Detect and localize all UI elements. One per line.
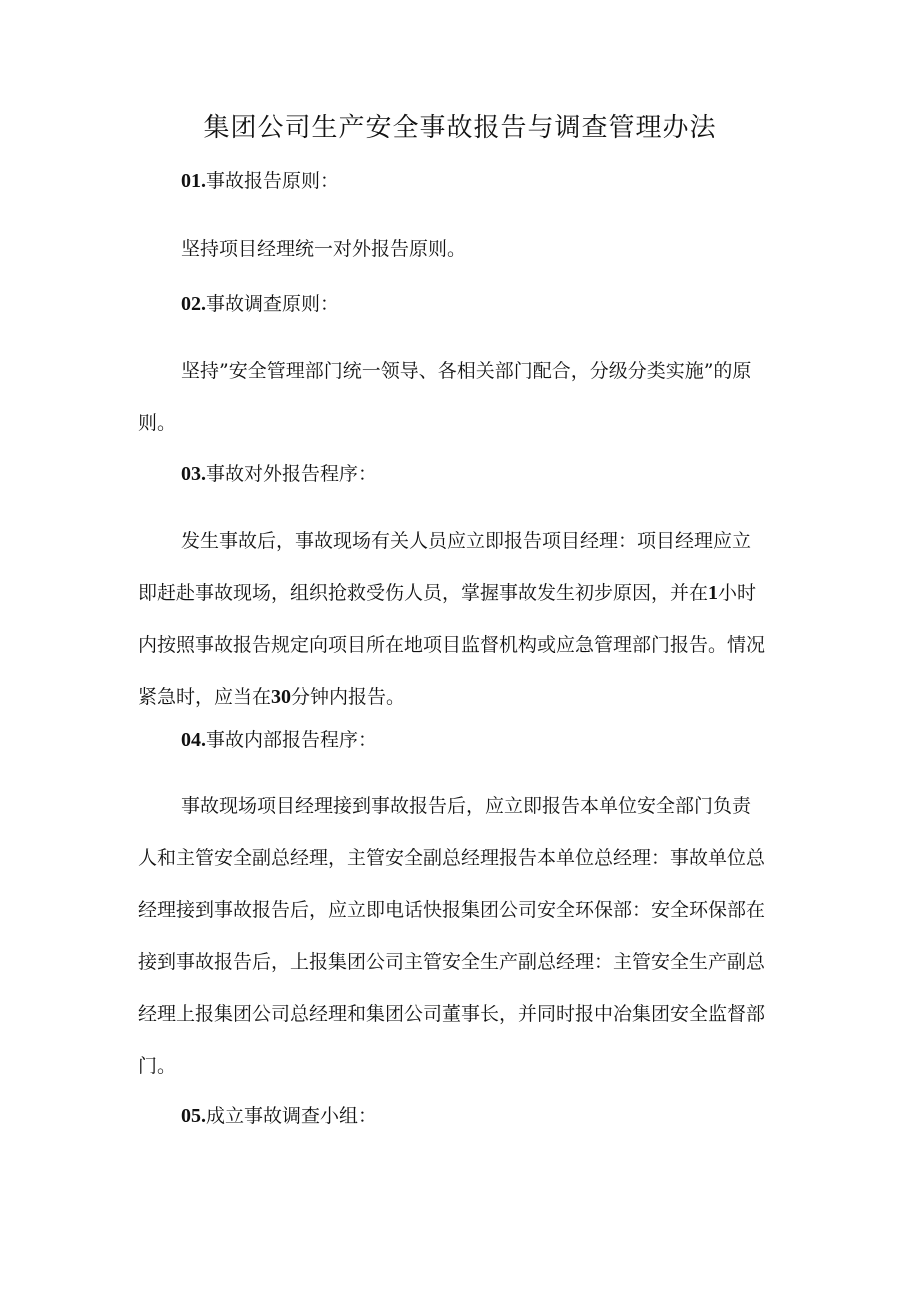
- paragraph-line: 发生事故后，事故现场有关人员应立即报告项目经理：项目经理应立: [181, 530, 752, 552]
- text-run: 小时: [718, 582, 757, 604]
- section-number: 01.: [181, 170, 206, 192]
- document-title: 集团公司生产安全事故报告与调查管理办法: [203, 113, 717, 143]
- section-heading-03: [181, 459, 377, 489]
- section-number: 05.: [181, 1105, 206, 1127]
- section-number: 02.: [181, 293, 206, 315]
- section-body-01: [138, 223, 798, 275]
- section-heading-text: 事故对外报告程序：: [206, 463, 378, 485]
- section-body-04: [138, 780, 798, 1092]
- paragraph-line: 接到事故报告后，上报集团公司主管安全生产副总经理：主管安全生产副总: [138, 951, 766, 973]
- section-heading-01: [181, 166, 339, 196]
- paragraph-line: 经理接到事故报告后，应立即电话快报集团公司安全环保部：安全环保部在: [138, 899, 766, 921]
- paragraph-line: 则。: [138, 412, 177, 434]
- section-heading-text: 成立事故调查小组：: [206, 1105, 378, 1127]
- text-run: 紧急时，应当在: [138, 686, 272, 708]
- section-heading-05: [181, 1101, 377, 1131]
- section-number: 03.: [181, 463, 206, 485]
- paragraph-line: [138, 671, 798, 723]
- text-run: 即赶赴事故现场，组织抢救受伤人员，掌握事故发生初步原因，并在: [138, 582, 709, 604]
- section-heading-text: 事故内部报告程序：: [206, 729, 378, 751]
- section-number: 04.: [181, 729, 206, 751]
- paragraph-line: 经理上报集团公司总经理和集团公司董事长，并同时报中冶集团安全监督部: [138, 1003, 766, 1025]
- section-body-03: [138, 515, 798, 723]
- number-run: 30: [271, 686, 292, 708]
- paragraph-line: 内按照事故报告规定向项目所在地项目监督机构或应急管理部门报告。情况: [138, 634, 766, 656]
- paragraph-line: 坚持”安全管理部门统一领导、各相关部门配合，分级分类实施”的原: [181, 360, 752, 382]
- section-body-02: [138, 345, 798, 449]
- number-run: 1: [708, 582, 719, 604]
- text-run: 分钟内报告。: [291, 686, 406, 708]
- paragraph-line: 事故现场项目经理接到事故报告后，应立即报告本单位安全部门负责: [181, 795, 752, 817]
- paragraph-line: 门。: [138, 1055, 177, 1077]
- paragraph-line: 人和主管安全副总经理，主管安全副总经理报告本单位总经理：事故单位总: [138, 847, 766, 869]
- paragraph-line: [138, 567, 798, 619]
- section-heading-text: 事故报告原则：: [206, 170, 340, 192]
- section-heading-04: [181, 725, 377, 755]
- section-heading-text: 事故调查原则：: [206, 293, 340, 315]
- paragraph-line: 坚持项目经理统一对外报告原则。: [181, 238, 467, 260]
- section-heading-02: [181, 289, 339, 319]
